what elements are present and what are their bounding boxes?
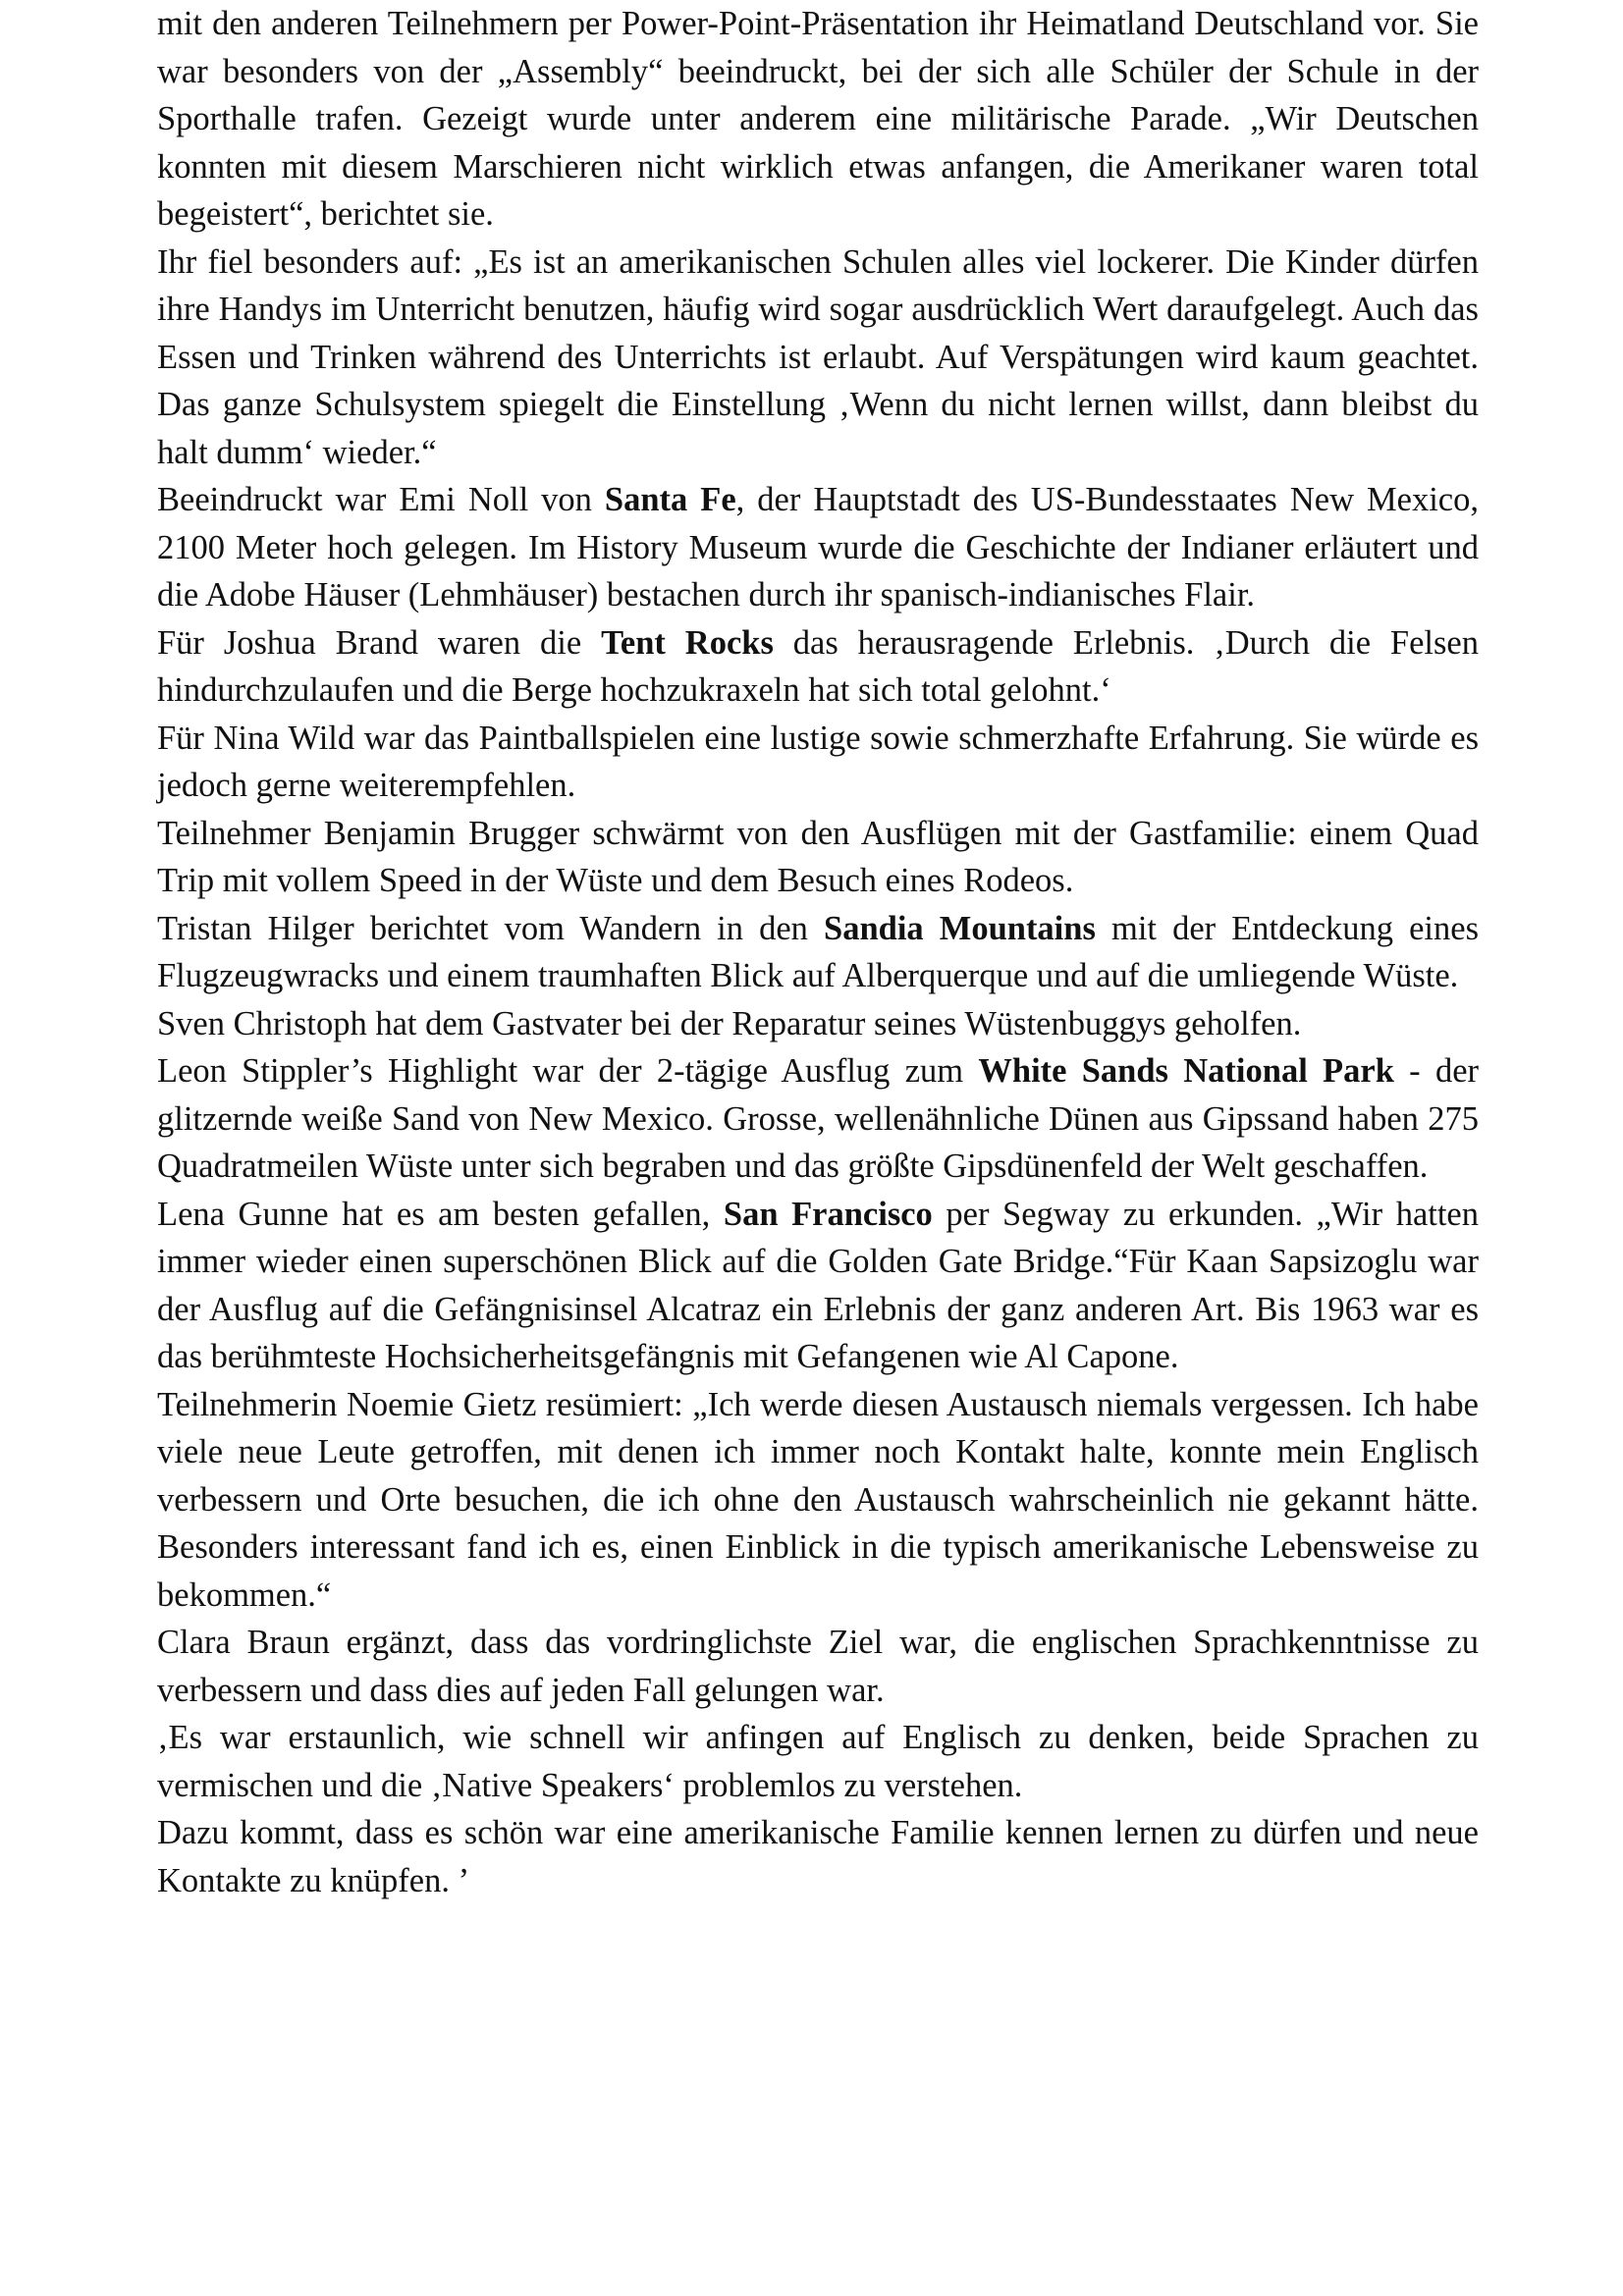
bold-place-name: Santa Fe bbox=[604, 481, 736, 518]
paragraph bbox=[157, 1619, 1479, 1714]
paragraph-text: Teilnehmerin Noemie Gietz resümiert: „Ich werde diesen Austausch niemals vergessen. Ich habe viele neue Leute getroffen, mit denen ich immer noch Kontakt halte, konnte mein Englisch verbessern und Orte besuchen, die ich ohne den Austausch wahrscheinlich nie gekannt hätte. Besonders interessant fand ich es, einen Einblick in die typisch amerikanische Lebensweise zu bekommen.“ bbox=[157, 1385, 1479, 1614]
paragraph bbox=[157, 239, 1479, 477]
paragraph bbox=[157, 1714, 1479, 1809]
paragraph-text: ‚Es war erstaunlich, wie schnell wir anfingen auf Englisch zu denken, beide Sprachen zu vermischen und die ‚Native Speakers‘ problemlos zu verstehen. bbox=[157, 1719, 1479, 1804]
paragraph-text: Clara Braun ergänzt, dass das vordringlichste Ziel war, die englischen Sprachkenntnisse zu verbessern und dass dies auf jeden Fall gelungen war. bbox=[157, 1624, 1479, 1709]
bold-place-name: San Francisco bbox=[723, 1195, 933, 1233]
paragraph-text: Lena Gunne hat es am besten gefallen, bbox=[157, 1195, 724, 1233]
paragraph-text: das herausragende Erlebnis. ‚Durch die Felsen hindurchzulaufen und die Berge hochzukraxeln hat sich total gelohnt.‘ bbox=[157, 623, 1479, 709]
paragraph-text: Dazu kommt, dass es schön war eine amerikanische Familie kennen lernen zu dürfen und neue Kontakte zu knüpfen. ’ bbox=[157, 1814, 1479, 1899]
paragraph-text: Beeindruckt war Emi Noll von bbox=[157, 481, 605, 518]
paragraph-text: Leon Stippler’s Highlight war der 2-tägige Ausflug zum bbox=[157, 1052, 979, 1090]
bold-place-name: White Sands National Park bbox=[978, 1052, 1394, 1090]
bold-place-name: Sandia Mountains bbox=[824, 909, 1096, 947]
paragraph-text: Sven Christoph hat dem Gastvater bei der Reparatur seines Wüstenbuggys geholfen. bbox=[157, 1004, 1302, 1042]
bold-place-name: Tent Rocks bbox=[601, 623, 774, 662]
article-body bbox=[157, 0, 1479, 1904]
paragraph bbox=[157, 1000, 1479, 1048]
paragraph-text: - der glitzernde weiße Sand von New Mexico. Grosse, wellenähnliche Dünen aus Gipssand haben 275 Quadratmeilen Wüste unter sich begraben und das größte Gipsdünenfeld der Welt geschaffen. bbox=[157, 1052, 1479, 1185]
paragraph bbox=[157, 0, 1479, 239]
paragraph bbox=[157, 1191, 1479, 1381]
paragraph bbox=[157, 1381, 1479, 1620]
paragraph bbox=[157, 619, 1479, 715]
paragraph bbox=[157, 905, 1479, 1000]
paragraph bbox=[157, 715, 1479, 810]
paragraph-text: Für Joshua Brand waren die bbox=[157, 623, 602, 662]
paragraph bbox=[157, 476, 1479, 619]
paragraph-text: per Segway zu erkunden. „Wir hatten immer wieder einen superschönen Blick auf die Golden Gate Bridge.“Für Kaan Sapsizoglu war der Ausflug auf die Gefängnisinsel Alcatraz ein Erlebnis der ganz anderen Art. Bis 1963 war es das berühmteste Hochsicherheitsgefängnis mit Gefangenen wie Al Capone. bbox=[157, 1195, 1479, 1375]
paragraph bbox=[157, 1047, 1479, 1191]
paragraph-text: Ihr fiel besonders auf: „Es ist an amerikanischen Schulen alles viel lockerer. Die Kinder dürfen ihre Handys im Unterricht benutzen, häufig wird sogar ausdrücklich Wert daraufgelegt. Auch das Essen und Trinken während des Unterrichts ist erlaubt. Auf Verspätungen wird kaum geachtet. Das ganze Schulsystem spiegelt die Einstellung ‚Wenn du nicht lernen willst, dann bleibst du halt dumm‘ wieder.“ bbox=[157, 242, 1479, 471]
paragraph-text: mit den anderen Teilnehmern per Power-Point-Präsentation ihr Heimatland Deutschland vor. Sie war besonders von der „Assembly“ beeindruckt, bei der sich alle Schüler der Schule in der Sporthalle trafen. Gezeigt wurde unter anderem eine militärische Parade. „Wir Deutschen konnten mit diesem Marschieren nicht wirklich etwas anfangen, die Amerikaner waren total begeistert“, berichtet sie. bbox=[157, 5, 1479, 233]
paragraph bbox=[157, 1809, 1479, 1904]
paragraph bbox=[157, 810, 1479, 905]
paragraph-text: Tristan Hilger berichtet vom Wandern in den bbox=[157, 909, 825, 947]
paragraph-text: , der Hauptstadt des US-Bundesstaates New Mexico, 2100 Meter hoch gelegen. Im History Museum wurde die Geschichte der Indianer erläutert und die Adobe Häuser (Lehmhäuser) bestachen durch ihr spanisch-indianisches Flair. bbox=[157, 481, 1479, 614]
paragraph-text: Für Nina Wild war das Paintballspielen eine lustige sowie schmerzhafte Erfahrung. Sie würde es jedoch gerne weiterempfehlen. bbox=[157, 719, 1479, 804]
paragraph-text: mit der Entdeckung eines Flugzeugwracks und einem traumhaften Blick auf Alberquerque und auf die umliegende Wüste. bbox=[157, 909, 1479, 994]
paragraph-text: Teilnehmer Benjamin Brugger schwärmt von den Ausflügen mit der Gastfamilie: einem Quad Trip mit vollem Speed in der Wüste und dem Besuch eines Rodeos. bbox=[157, 814, 1479, 899]
